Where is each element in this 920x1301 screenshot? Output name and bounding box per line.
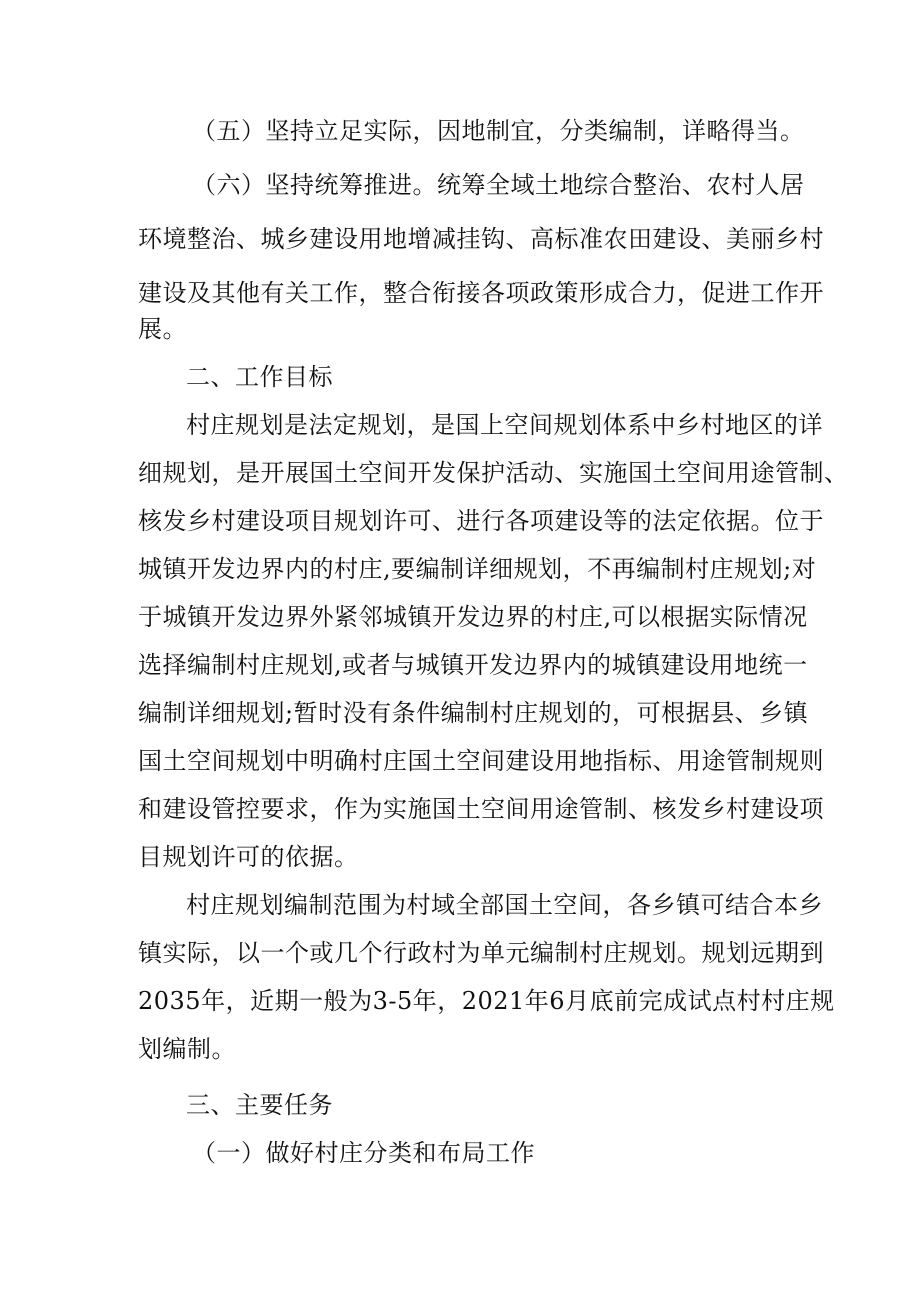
para-goals-line-10: 目规划许可的依据。: [138, 843, 359, 871]
subheading-village-classification: （一）做好村庄分类和布局工作: [192, 1139, 535, 1167]
para-goals-line-7: 编制详细规划;暂时没有条件编制村庄规划的，可根据县、乡镇: [138, 699, 809, 727]
para-6-line-3: 建设及其他有关工作，整合衔接各项政策形成合力，促进工作开: [138, 279, 824, 307]
para-goals-line-5: 于城镇开发边界外紧邻城镇开发边界的村庄,可以根据实际情况: [138, 603, 808, 631]
heading-work-goals: 二、工作目标: [186, 363, 333, 391]
heading-main-tasks: 三、主要任务: [186, 1091, 333, 1119]
para-5-line-1: （五）坚持立足实际，因地制宜，分类编制，详略得当。: [192, 117, 805, 145]
para-goals-line-8: 国土空间规划中明确村庄国土空间建设用地指标、用途管制规则: [138, 747, 824, 775]
para-goals-line-9: 和建设管控要求，作为实施国土空间用途管制、核发乡村建设项: [138, 795, 824, 823]
para-6-line-2: 环境整治、城乡建设用地增减挂钩、高标准农田建设、美丽乡村: [138, 225, 824, 253]
para-goals-line-2: 细规划，是开展国土空间开发保护活动、实施国土空间用途管制、: [138, 459, 849, 487]
para-6-line-4: 展。: [138, 315, 187, 343]
para-scope-line-4: 划编制。: [138, 1035, 236, 1063]
para-goals-line-4: 城镇开发边界内的村庄,要编制详细规划，不再编制村庄规划;对: [138, 555, 817, 583]
para-goals-line-6: 选择编制村庄规划,或者与城镇开发边界内的城镇建设用地统一: [138, 651, 808, 679]
para-scope-line-3: 2035年，近期一般为3-5年，2021年6月底前完成试点村村庄规: [138, 987, 835, 1015]
para-scope-line-2: 镇实际，以一个或几个行政村为单元编制村庄规划。规划远期到: [138, 939, 824, 967]
para-6-line-1: （六）坚持统筹推进。统筹全域土地综合整治、农村人居: [192, 171, 805, 199]
para-goals-line-1: 村庄规划是法定规划，是国上空间规划体系中乡村地区的详: [186, 411, 823, 439]
para-scope-line-1: 村庄规划编制范围为村域全部国土空间，各乡镇可结合本乡: [186, 891, 823, 919]
para-goals-line-3: 核发乡村建设项目规划许可、进行各项建设等的法定依据。位于: [138, 507, 824, 535]
